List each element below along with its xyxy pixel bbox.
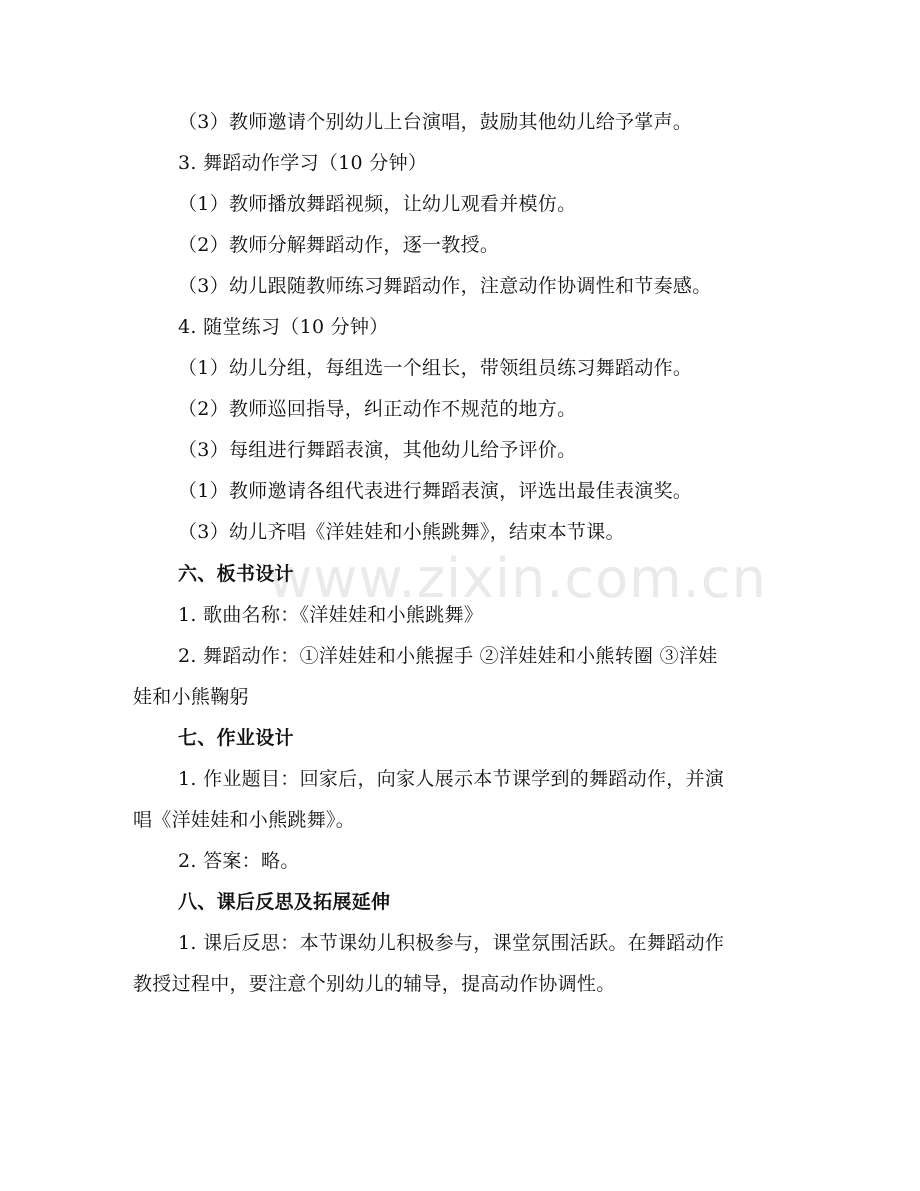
watermark-text: www.zixin.com.cn xyxy=(268,547,767,610)
paragraph-line: （1）教师邀请各组代表进行舞蹈表演，评选出最佳表演奖。 xyxy=(178,480,693,502)
paragraph-line: （1）教师播放舞蹈视频，让幼儿观看并模仿。 xyxy=(178,193,577,215)
list-item-heading: 4. 随堂练习（10 分钟） xyxy=(178,316,389,338)
list-item-heading: 3. 舞蹈动作学习（10 分钟） xyxy=(178,152,428,174)
section-heading: 八、课后反思及拓展延伸 xyxy=(178,891,391,913)
paragraph-line: （1）幼儿分组，每组选一个组长，带领组员练习舞蹈动作。 xyxy=(178,357,693,379)
paragraph-line: 唱《洋娃娃和小熊跳舞》。 xyxy=(133,809,356,831)
paragraph-line: 教授过程中，要注意个别幼儿的辅导，提高动作协调性。 xyxy=(133,973,616,995)
paragraph-line: （3）每组进行舞蹈表演，其他幼儿给予评价。 xyxy=(178,439,577,461)
section-heading: 七、作业设计 xyxy=(178,727,294,749)
paragraph-line: （3）幼儿齐唱《洋娃娃和小熊跳舞》，结束本节课。 xyxy=(178,521,625,543)
paragraph-line: 娃和小熊鞠躬 xyxy=(133,686,249,708)
paragraph-line: 1. 歌曲名称：《洋娃娃和小熊跳舞》 xyxy=(178,604,484,626)
paragraph-line: （2）教师分解舞蹈动作，逐一教授。 xyxy=(178,234,500,256)
paragraph-line: （2）教师巡回指导，纠正动作不规范的地方。 xyxy=(178,398,577,420)
paragraph-line: （3）幼儿跟随教师练习舞蹈动作，注意动作协调性和节奏感。 xyxy=(178,275,712,297)
paragraph-line: 1. 作业题目：回家后，向家人展示本节课学到的舞蹈动作，并演 xyxy=(178,768,725,790)
section-heading: 六、板书设计 xyxy=(178,563,294,585)
paragraph-line: 2. 舞蹈动作：①洋娃娃和小熊握手 ②洋娃娃和小熊转圈 ③洋娃 xyxy=(178,645,718,667)
paragraph-line: 1. 课后反思：本节课幼儿积极参与，课堂氛围活跃。在舞蹈动作 xyxy=(178,932,725,954)
paragraph-line: （3）教师邀请个别幼儿上台演唱，鼓励其他幼儿给予掌声。 xyxy=(178,111,693,133)
paragraph-line: 2. 答案：略。 xyxy=(178,850,300,872)
